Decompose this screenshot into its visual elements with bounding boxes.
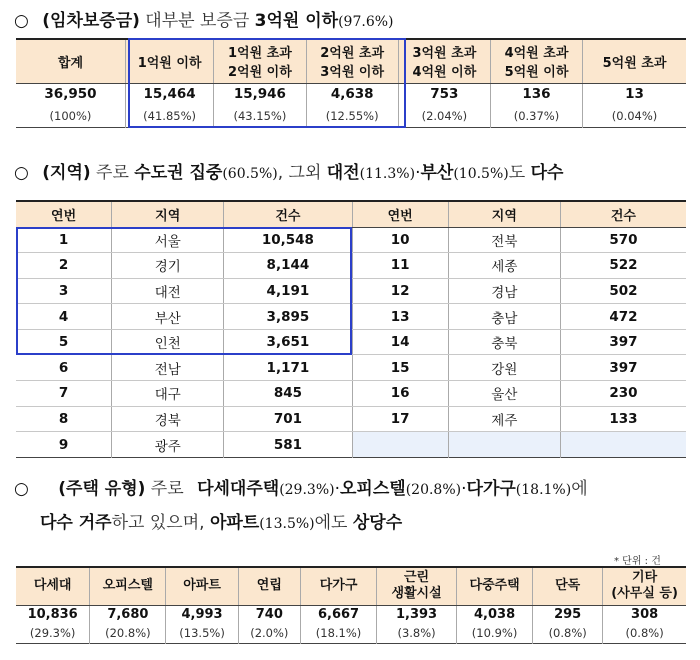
region-cell: 대구 bbox=[112, 381, 224, 407]
region-cell: 부산 bbox=[112, 304, 224, 330]
percent-cell: (2.04%) bbox=[398, 105, 490, 127]
percent-cell: (0.04%) bbox=[583, 105, 686, 127]
heading-text: 에도 bbox=[314, 513, 353, 533]
table-row bbox=[16, 304, 686, 330]
column-header: 건수 bbox=[560, 201, 686, 227]
percent-cell: (0.8%) bbox=[603, 624, 686, 643]
rank-cell: 10 bbox=[352, 227, 448, 253]
column-header: 지역 bbox=[112, 201, 224, 227]
region-cell: 제주 bbox=[448, 406, 560, 432]
rank-cell: 17 bbox=[352, 406, 448, 432]
heading-emphasis: 수도권 집중 bbox=[134, 163, 223, 183]
region-table bbox=[16, 200, 686, 458]
rank-cell: 6 bbox=[16, 355, 112, 381]
section2-heading bbox=[14, 158, 563, 183]
section1-heading bbox=[14, 6, 394, 31]
region-cell: 전남 bbox=[112, 355, 224, 381]
bullet-marker: ○ bbox=[14, 479, 29, 499]
percent-cell: (41.85%) bbox=[125, 105, 213, 127]
count-cell: 740 bbox=[238, 605, 300, 624]
table-row bbox=[16, 381, 686, 407]
rank-cell: 2 bbox=[16, 253, 112, 279]
heading-percent: (60.5%) bbox=[222, 166, 278, 182]
count-cell: 397 bbox=[560, 355, 686, 381]
count-cell: 133 bbox=[560, 406, 686, 432]
percent-cell: (2.0%) bbox=[238, 624, 300, 643]
column-header: 다중주택 bbox=[457, 567, 533, 605]
count-cell: 6,667 bbox=[300, 605, 376, 624]
unit-note: * 단위 : 건 bbox=[614, 556, 661, 567]
count-cell: 4,191 bbox=[224, 278, 352, 304]
count-cell: 10,836 bbox=[27, 607, 78, 623]
column-header: 기타 (사무실 등) bbox=[603, 567, 686, 605]
region-cell: 강원 bbox=[448, 355, 560, 381]
heading-percent: (20.8%) bbox=[405, 482, 462, 498]
heading-text: 대부분 보증금 bbox=[139, 11, 255, 31]
count-cell: 4,993 bbox=[166, 605, 238, 624]
count-cell: 308 bbox=[603, 605, 686, 624]
region-cell: 서울 bbox=[112, 227, 224, 253]
rank-cell: 7 bbox=[16, 381, 112, 407]
count-cell: 4,638 bbox=[306, 83, 398, 105]
percent-cell: (3.8%) bbox=[377, 624, 457, 643]
count-cell: 3,651 bbox=[224, 329, 352, 355]
column-header: 연번 bbox=[352, 201, 448, 227]
count-cell: 753 bbox=[398, 83, 490, 105]
rank-cell: 1 bbox=[16, 227, 112, 253]
percent-cell: (12.55%) bbox=[306, 105, 398, 127]
count-cell: 570 bbox=[560, 227, 686, 253]
column-header: 연번 bbox=[16, 201, 112, 227]
rank-cell: 9 bbox=[58, 436, 69, 453]
heading-percent: (13.5%) bbox=[259, 516, 315, 532]
count-cell: 295 bbox=[533, 605, 603, 624]
count-cell: 701 bbox=[224, 406, 352, 432]
section3-heading-line2 bbox=[40, 508, 402, 533]
count-cell bbox=[560, 432, 686, 458]
bullet-marker: ○ bbox=[14, 163, 29, 183]
region-cell: 경기 bbox=[112, 253, 224, 279]
heading-emphasis: 다수 bbox=[530, 163, 564, 183]
heading-emphasis: 다수 거주 bbox=[40, 513, 112, 533]
column-header: 다가구 bbox=[300, 567, 376, 605]
region-cell: 충남 bbox=[448, 304, 560, 330]
heading-emphasis: 오피스텔 bbox=[340, 479, 406, 499]
rank-cell: 8 bbox=[16, 406, 112, 432]
bullet-marker: ○ bbox=[14, 11, 29, 31]
heading-emphasis: 부산 bbox=[420, 163, 454, 183]
count-cell: 13 bbox=[583, 83, 686, 105]
heading-emphasis: 상당수 bbox=[352, 513, 403, 533]
table-row bbox=[16, 253, 686, 279]
deposit-table bbox=[16, 38, 686, 128]
rank-cell: 14 bbox=[352, 329, 448, 355]
region-cell: 경북 bbox=[112, 406, 224, 432]
heading-text: , 그외 bbox=[277, 163, 327, 183]
rank-cell: 12 bbox=[352, 278, 448, 304]
heading-percent: (10.5%) bbox=[453, 166, 509, 182]
table-row bbox=[16, 406, 686, 432]
percent-cell: (43.15%) bbox=[214, 105, 306, 127]
count-cell: 502 bbox=[560, 278, 686, 304]
table-row bbox=[16, 227, 686, 253]
heading-text: 주로 bbox=[145, 479, 190, 499]
count-cell: 472 bbox=[560, 304, 686, 330]
region-cell: 전북 bbox=[448, 227, 560, 253]
count-cell: 10,548 bbox=[224, 227, 352, 253]
region-cell: 충북 bbox=[448, 329, 560, 355]
count-cell: 8,144 bbox=[224, 253, 352, 279]
table-row bbox=[16, 329, 686, 355]
count-cell: 522 bbox=[560, 253, 686, 279]
percent-cell: (0.37%) bbox=[490, 105, 582, 127]
rank-cell: 3 bbox=[16, 278, 112, 304]
percent-cell: (13.5%) bbox=[166, 624, 238, 643]
heading-separator: · bbox=[461, 479, 467, 499]
region-cell: 세종 bbox=[448, 253, 560, 279]
percent-cell: (0.8%) bbox=[533, 624, 603, 643]
rank-cell: 11 bbox=[352, 253, 448, 279]
heading-text: 도 bbox=[508, 163, 531, 183]
count-cell: 7,680 bbox=[90, 605, 166, 624]
percent-cell: (10.9%) bbox=[457, 624, 533, 643]
count-cell: 1,393 bbox=[377, 605, 457, 624]
column-header: 다세대 bbox=[16, 567, 90, 605]
heading-emphasis: 대전 bbox=[326, 163, 360, 183]
heading-separator: · bbox=[415, 163, 421, 183]
region-cell: 경남 bbox=[448, 278, 560, 304]
heading-emphasis: 아파트 bbox=[209, 513, 260, 533]
heading-percent: (97.6%) bbox=[338, 14, 394, 30]
count-cell: 4,038 bbox=[457, 605, 533, 624]
heading-emphasis: 3억원 이하 bbox=[254, 11, 339, 31]
rank-cell: 16 bbox=[352, 381, 448, 407]
column-header: 2억원 초과 3억원 이하 bbox=[306, 39, 398, 83]
heading-emphasis: 다가구 bbox=[466, 479, 516, 499]
column-header: 단독 bbox=[533, 567, 603, 605]
count-cell: 581 bbox=[224, 432, 352, 458]
heading-topic: (주택 유형) bbox=[58, 479, 146, 499]
table-row bbox=[16, 355, 686, 381]
column-header: 1억원 이하 bbox=[125, 39, 213, 83]
rank-cell: 13 bbox=[352, 304, 448, 330]
count-cell: 36,950 bbox=[44, 86, 97, 103]
region-cell: 광주 bbox=[112, 432, 224, 458]
percent-cell: (20.8%) bbox=[90, 624, 166, 643]
heading-percent: (18.1%) bbox=[515, 482, 572, 498]
count-cell: 3,895 bbox=[224, 304, 352, 330]
table-row bbox=[16, 432, 686, 458]
heading-percent: (29.3%) bbox=[279, 482, 335, 498]
heading-text: 에 bbox=[571, 479, 588, 499]
region-cell: 울산 bbox=[448, 381, 560, 407]
count-cell: 397 bbox=[560, 329, 686, 355]
column-header: 4억원 초과 5억원 이하 bbox=[490, 39, 582, 83]
heading-topic: (임차보증금) bbox=[42, 11, 140, 31]
heading-percent: (11.3%) bbox=[359, 166, 416, 182]
count-cell: 230 bbox=[560, 381, 686, 407]
rank-cell: 15 bbox=[352, 355, 448, 381]
column-header: 건수 bbox=[224, 201, 352, 227]
count-cell: 136 bbox=[490, 83, 582, 105]
table-row bbox=[16, 278, 686, 304]
housing-type-table bbox=[16, 566, 686, 644]
heading-text: 하고 있으며, bbox=[111, 513, 210, 533]
count-cell: 15,464 bbox=[125, 83, 213, 105]
region-cell bbox=[448, 432, 560, 458]
section3-heading-line1 bbox=[14, 474, 588, 499]
percent-cell: (18.1%) bbox=[300, 624, 376, 643]
column-header: 연립 bbox=[238, 567, 300, 605]
rank-cell: 4 bbox=[16, 304, 112, 330]
column-header: 지역 bbox=[448, 201, 560, 227]
rank-cell: 5 bbox=[16, 329, 112, 355]
percent-cell: (29.3%) bbox=[29, 626, 76, 641]
count-cell: 15,946 bbox=[214, 83, 306, 105]
percent-cell: (100%) bbox=[49, 108, 92, 123]
column-header: 합계 bbox=[16, 39, 125, 83]
column-header: 근린 생활시설 bbox=[377, 567, 457, 605]
heading-separator: · bbox=[334, 479, 340, 499]
column-header: 5억원 초과 bbox=[583, 39, 686, 83]
column-header: 아파트 bbox=[166, 567, 238, 605]
heading-emphasis: 다세대주택 bbox=[197, 479, 280, 499]
rank-cell bbox=[352, 432, 448, 458]
column-header: 1억원 초과 2억원 이하 bbox=[214, 39, 306, 83]
count-cell: 845 bbox=[224, 381, 352, 407]
column-header: 오피스텔 bbox=[90, 567, 166, 605]
heading-topic: (지역) bbox=[42, 163, 91, 183]
heading-text: 주로 bbox=[90, 163, 135, 183]
column-header: 3억원 초과 4억원 이하 bbox=[398, 39, 490, 83]
region-cell: 대전 bbox=[112, 278, 224, 304]
count-cell: 1,171 bbox=[224, 355, 352, 381]
region-cell: 인천 bbox=[112, 329, 224, 355]
